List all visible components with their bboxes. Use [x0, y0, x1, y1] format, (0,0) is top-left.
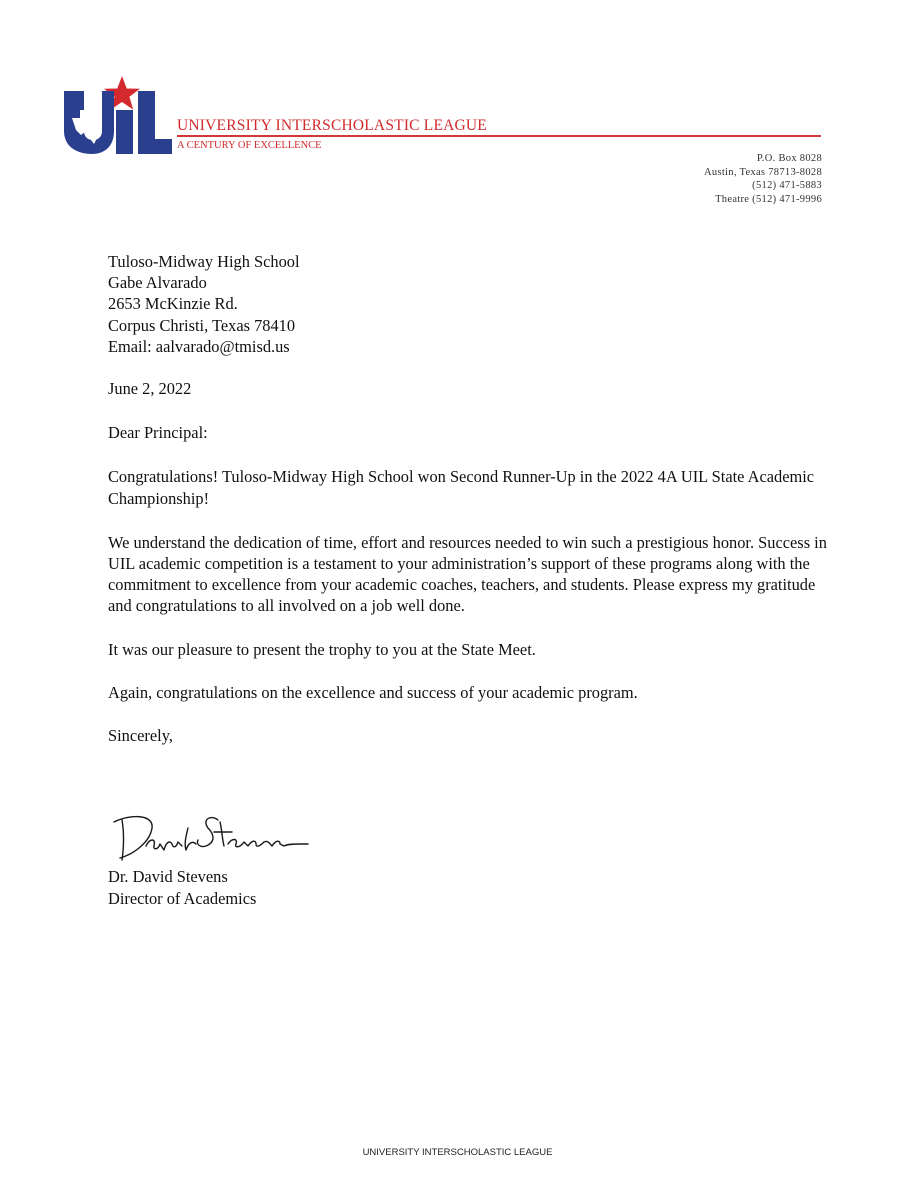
letter-date: June 2, 2022 — [108, 379, 192, 399]
letterhead — [0, 0, 915, 210]
recipient-name: Gabe Alvarado — [108, 273, 207, 293]
header-rule — [177, 135, 821, 137]
contact-po-box: P.O. Box 8028 — [756, 153, 822, 164]
recipient-school: Tuloso-Midway High School — [108, 252, 300, 271]
paragraph-congratulations: Congratulations! Tuloso-Midway High School won Second Runner-Up in the 2022 4A UIL State Academic Championship! — [108, 467, 815, 508]
contact-block — [704, 152, 822, 206]
signatory-name: Dr. David Stevens — [108, 867, 228, 886]
salutation: Dear Principal: — [108, 423, 208, 443]
contact-city: Austin, Texas 78713-8028 — [704, 166, 822, 178]
paragraph-dedication: We understand the dedication of time, effort and resources needed to win such a prestigious honor. Success in UIL academic competition is a testament to your administration’s support of these programs along with the commitment to excellence from your academic coaches, teachers, and students. Please express my gratitude and congratulations to all involved on a job well done. — [108, 532, 827, 616]
paragraph-again: Again, congratulations on the excellence and success of your academic program. — [108, 682, 638, 702]
logo-letter-l — [138, 91, 172, 154]
recipient-city: Corpus Christi, Texas 78410 — [108, 315, 296, 335]
tagline: A CENTURY OF EXCELLENCE — [177, 140, 322, 151]
paragraph-trophy: It was our pleasure to present the trophy to you at the State Meet. — [108, 639, 536, 659]
closing: Sincerely, — [108, 726, 173, 746]
letter-body — [108, 251, 828, 746]
footer: UNIVERSITY INTERSCHOLASTIC LEAGUE — [362, 1147, 553, 1158]
recipient-email: Email: aalvarado@tmisd.us — [108, 336, 290, 356]
handwritten-signature — [110, 806, 316, 866]
contact-theatre-phone: Theatre (512) 471-9996 — [715, 193, 822, 205]
org-name: UNIVERSITY INTERSCHOLASTIC LEAGUE — [177, 117, 487, 134]
signatory-title: Director of Academics — [108, 889, 257, 908]
contact-phone: (512) 471-5883 — [752, 180, 822, 191]
recipient-address — [108, 251, 828, 357]
uil-logo — [62, 74, 174, 158]
logo-letter-i — [116, 110, 133, 154]
signatory-block — [108, 866, 256, 910]
recipient-street: 2653 McKinzie Rd. — [108, 294, 238, 314]
